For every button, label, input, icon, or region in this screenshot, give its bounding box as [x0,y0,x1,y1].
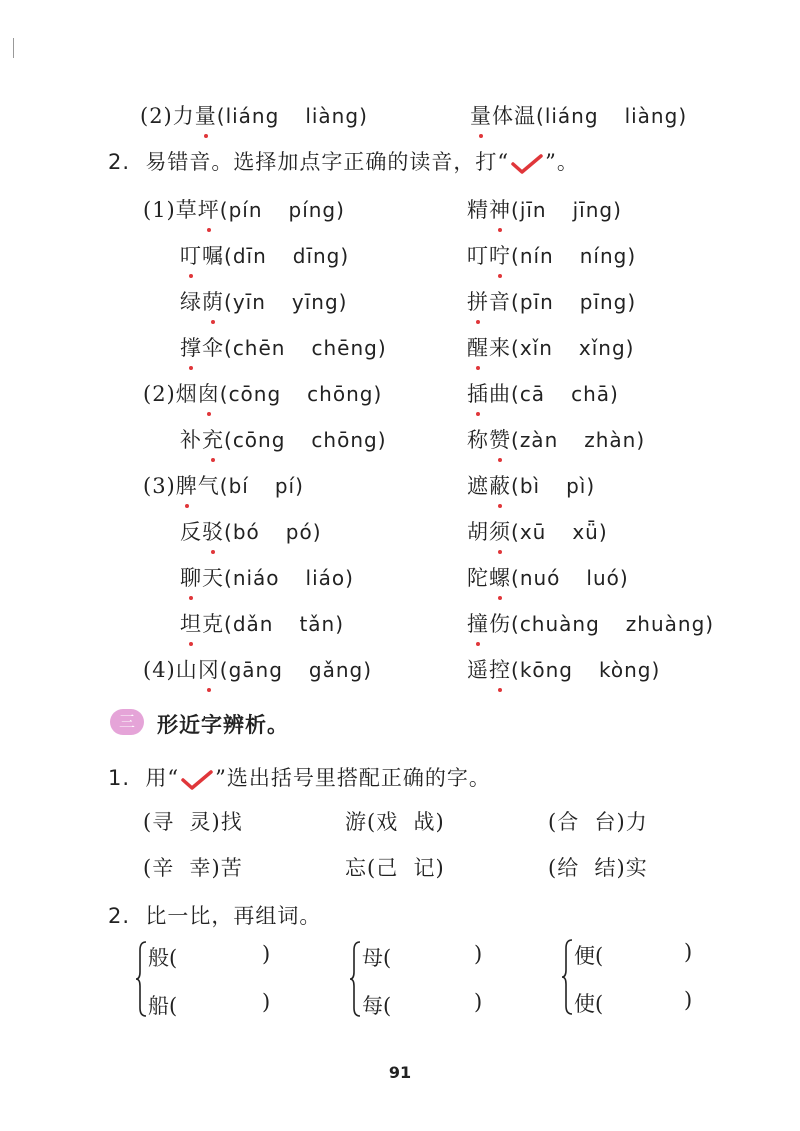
marked-char: 聊 [180,562,202,592]
marked-char: 蔽 [489,470,511,500]
q3-1-heading: 1. 用“ ”选出括号里搭配正确的字。 [108,766,491,790]
q2-item-right: 拼音(pīn pīng) [467,286,636,316]
check-icon [180,769,214,791]
choice-item[interactable]: (合 台)力 [548,810,648,834]
answer-blank[interactable]: ) [262,990,271,1014]
marked-char: 冈 [198,654,220,684]
choice-item[interactable]: (辛 幸)苦 [143,856,243,880]
q2-item-left: (4)山冈(gāng gǎng) [143,654,372,684]
choice-item[interactable]: 游(戏 战) [345,810,445,834]
marked-char: 须 [489,516,511,546]
marked-char: 咛 [489,240,511,270]
marked-char: 脾 [176,470,198,500]
page-number: 91 [388,1063,412,1082]
marked-char: 撞 [467,608,489,638]
choice-item[interactable]: 忘(己 记) [345,856,445,880]
brace-icon [136,940,148,1018]
compare-row: 使( [574,992,604,1016]
marked-char: 量 [195,100,217,130]
compare-row: 般( [148,946,178,970]
q2-item-right: 陀螺(nuó luó) [467,562,629,592]
q2-item-right: 叮咛(nín níng) [467,240,636,270]
brace-icon [562,938,574,1016]
choice-item[interactable]: (给 结)实 [548,856,648,880]
check-icon [510,153,544,175]
q2-heading: 2. 易错音。选择加点字正确的读音，打“ ”。 [108,150,579,174]
marked-char: 叮 [180,240,202,270]
section-title: 形近字辨析。 [157,713,289,737]
marked-char: 醒 [467,332,489,362]
brace-icon [350,940,362,1018]
q2-item-left: 聊天(niáo liáo) [180,562,354,592]
marked-char: 囱 [198,378,220,408]
q2-item-right: 精神(jīn jīng) [467,194,622,224]
answer-blank[interactable]: ) [262,942,271,966]
q2-item-left: (3)脾气(bí pí) [143,470,304,500]
q1-item-right: 量体温(liáng liàng) [470,100,687,130]
q2-item-left: 坦克(dǎn tǎn) [180,608,344,638]
answer-blank[interactable]: ) [684,988,693,1012]
marked-char: 充 [202,424,224,454]
marked-char: 赞 [489,424,511,454]
q2-item-left: 撑伞(chēn chēng) [180,332,387,362]
q2-item-left: (2)烟囱(cōng chōng) [143,378,382,408]
marked-char: 荫 [202,286,224,316]
compare-row: 母( [362,946,392,970]
q2-item-right: 醒来(xǐn xǐng) [467,332,634,362]
compare-row: 船( [148,994,178,1018]
marked-char: 撑 [180,332,202,362]
q2-item-right: 插曲(cā chā) [467,378,619,408]
q1-item-left: (2)力量(liáng liàng) [140,100,368,130]
marked-char: 插 [467,378,489,408]
answer-blank[interactable]: ) [684,940,693,964]
q2-item-left: 叮嘱(dīn dīng) [180,240,349,270]
margin-mark [13,38,14,58]
q2-item-left: (1)草坪(pín píng) [143,194,345,224]
marked-char: 量 [470,100,492,130]
section-badge: 三 [110,709,144,735]
marked-char: 控 [489,654,511,684]
choice-item[interactable]: (寻 灵)找 [143,810,243,834]
answer-blank[interactable]: ) [474,942,483,966]
answer-blank[interactable]: ) [474,990,483,1014]
marked-char: 驳 [202,516,224,546]
q2-item-right: 遥控(kōng kòng) [467,654,660,684]
compare-row: 便( [574,944,604,968]
q2-item-left: 绿荫(yīn yīng) [180,286,347,316]
marked-char: 坪 [198,194,220,224]
marked-char: 螺 [489,562,511,592]
q2-item-left: 反驳(bó pó) [180,516,322,546]
q2-item-right: 胡须(xū xǖ) [467,516,608,546]
q2-item-right: 称赞(zàn zhàn) [467,424,645,454]
compare-row: 每( [362,994,392,1018]
marked-char: 拼 [467,286,489,316]
q2-item-right: 遮蔽(bì pì) [467,470,595,500]
q2-item-left: 补充(cōng chōng) [180,424,387,454]
q2-item-right: 撞伤(chuàng zhuàng) [467,608,714,638]
q3-2-heading: 2. 比一比，再组词。 [108,904,322,928]
marked-char: 坦 [180,608,202,638]
marked-char: 神 [489,194,511,224]
